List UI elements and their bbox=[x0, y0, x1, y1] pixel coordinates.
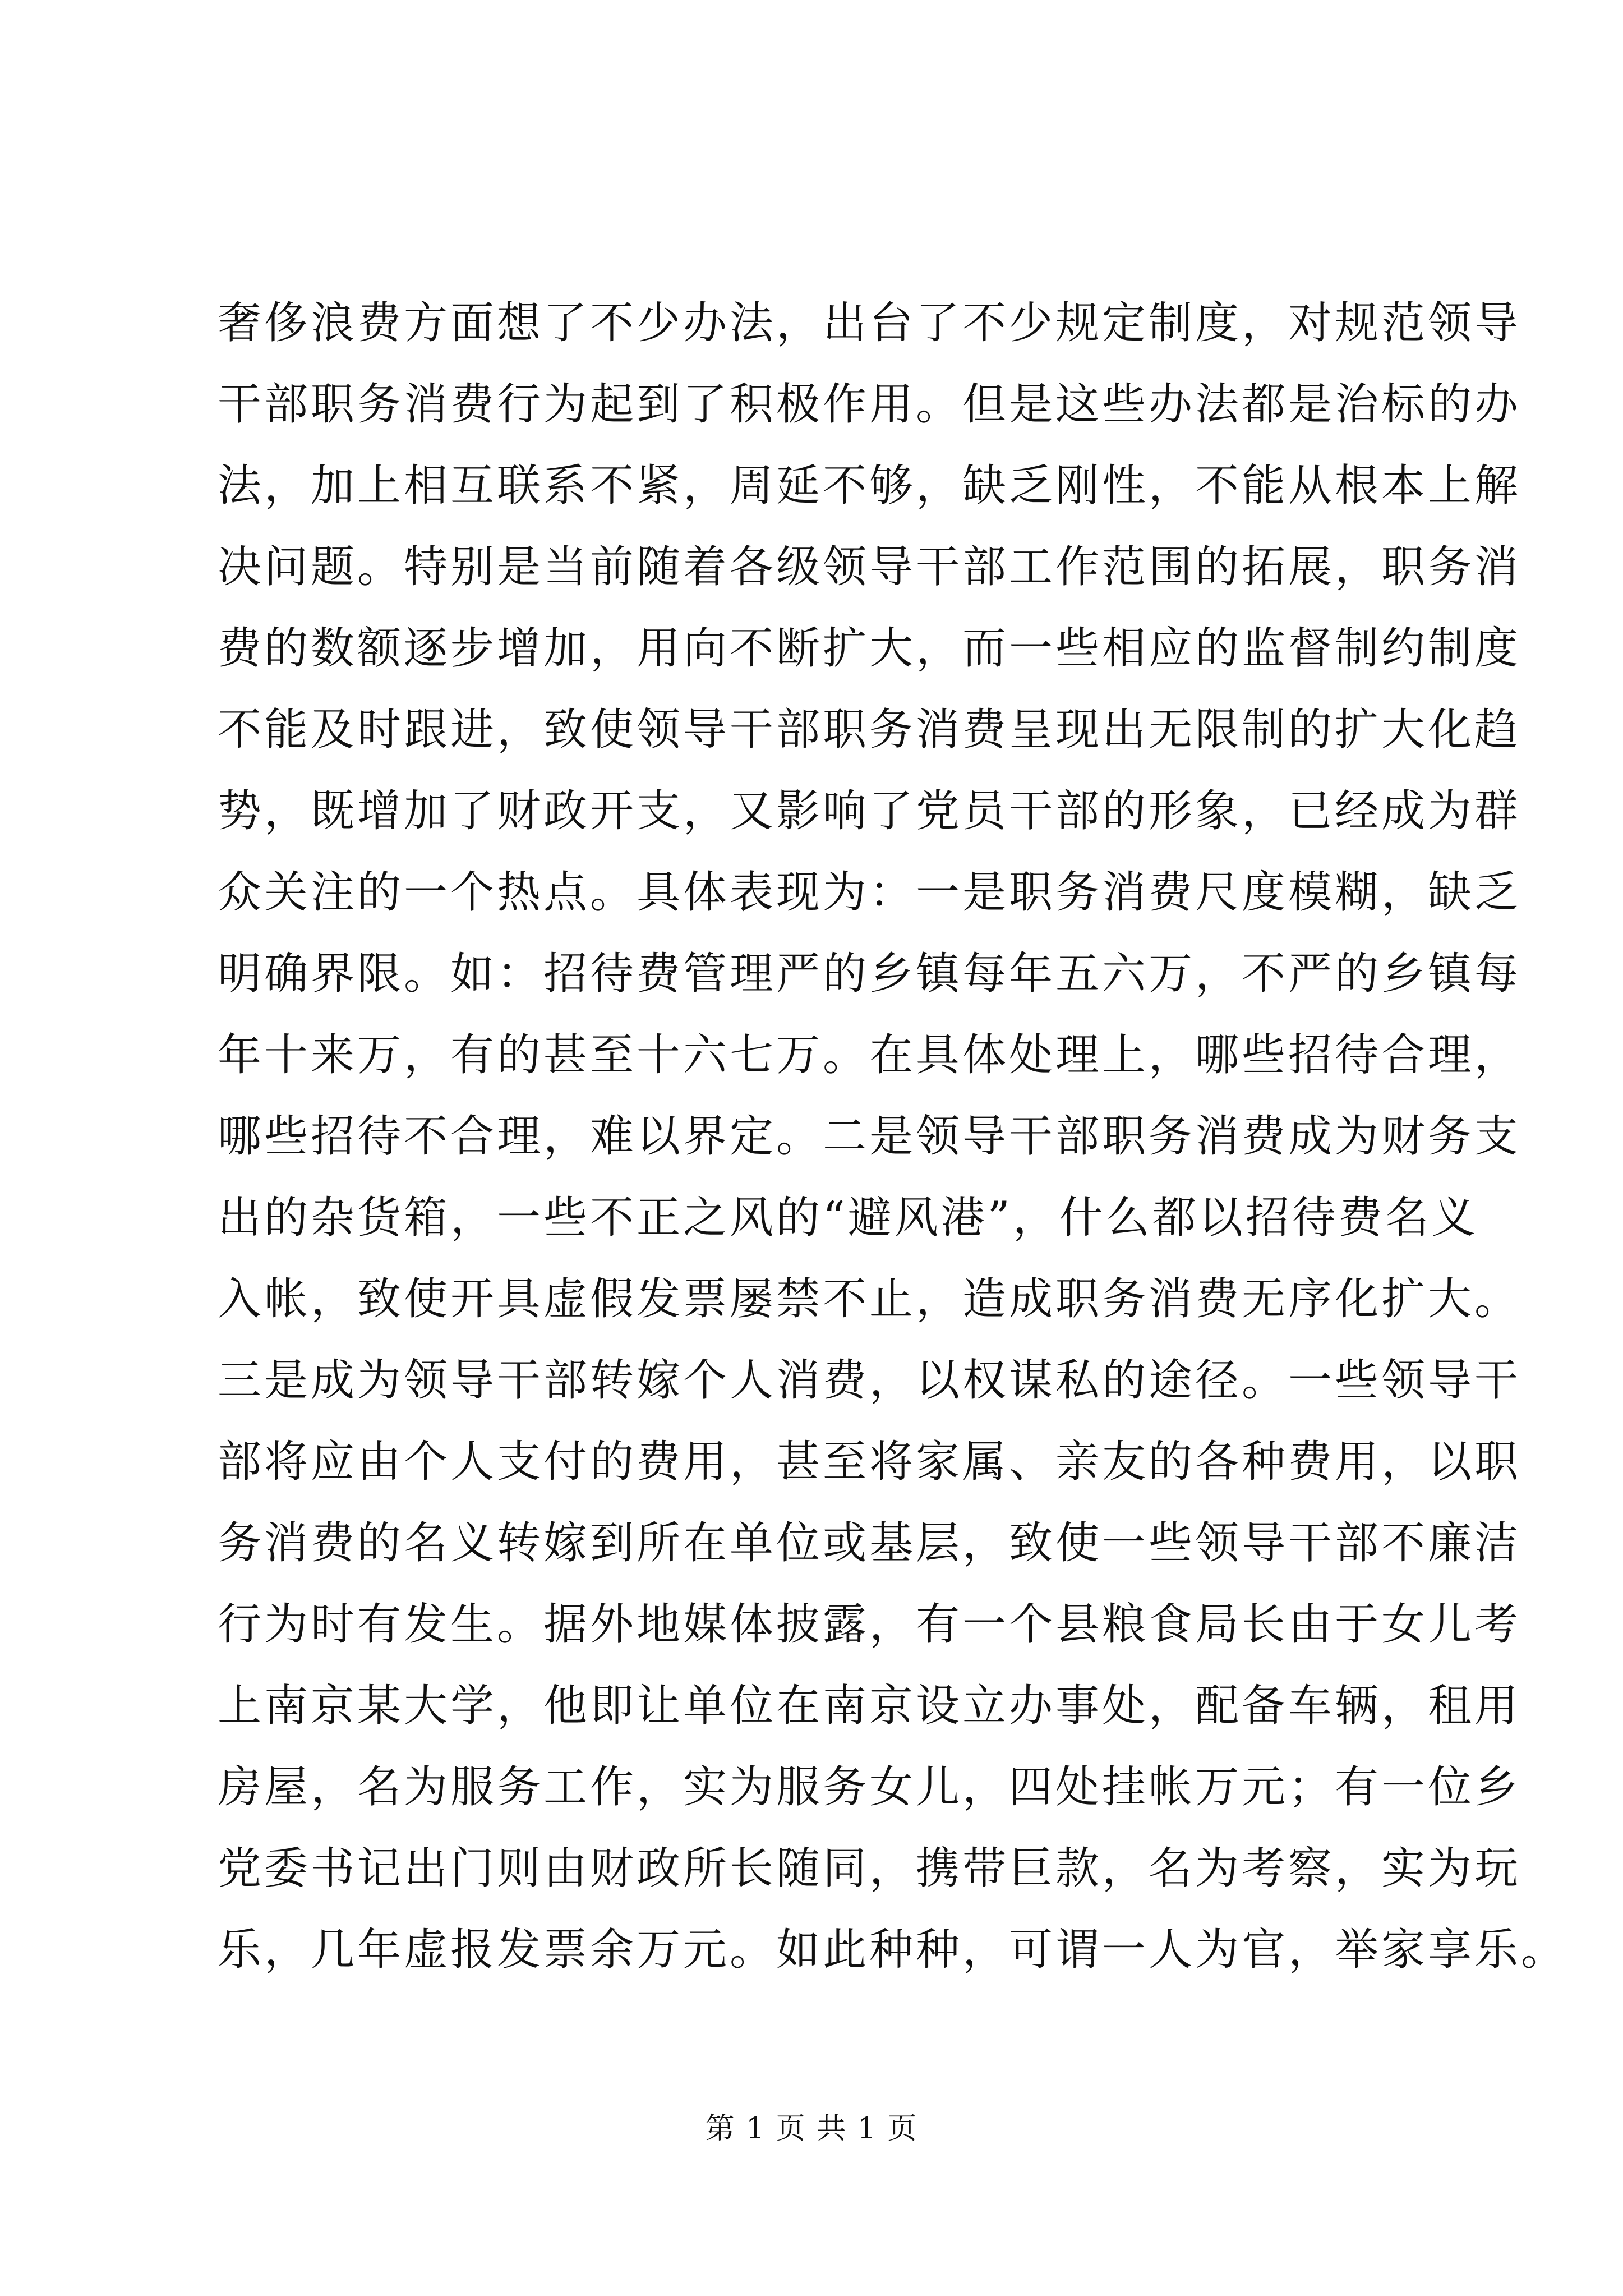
text-line: 哪些招待不合理，难以界定。二是领导干部职务消费成为财务支 bbox=[218, 1111, 1521, 1162]
text-line: 党委书记出门则由财政所长随同，携带巨款，名为考察，实为玩 bbox=[218, 1843, 1521, 1894]
text-line: 费的数额逐步增加，用向不断扩大，而一些相应的监督制约制度 bbox=[218, 623, 1521, 674]
text-line: 行为时有发生。据外地媒体披露，有一个县粮食局长由于女儿考 bbox=[218, 1599, 1521, 1650]
text-line: 三是成为领导干部转嫁个人消费，以权谋私的途径。一些领导干 bbox=[218, 1355, 1521, 1406]
text-line: 干部职务消费行为起到了积极作用。但是这些办法都是治标的办 bbox=[218, 379, 1521, 430]
text-line: 众关注的一个热点。具体表现为：一是职务消费尺度模糊，缺乏 bbox=[218, 867, 1521, 918]
text-line: 明确界限。如：招待费管理严的乡镇每年五六万，不严的乡镇每 bbox=[218, 949, 1521, 999]
page-footer: 第 1 页 共 1 页 bbox=[705, 2112, 918, 2146]
text-line: 部将应由个人支付的费用，甚至将家属、亲友的各种费用，以职 bbox=[218, 1437, 1521, 1487]
body-paragraph bbox=[218, 283, 1568, 1991]
text-line: 法，加上相互联系不紧，周延不够，缺乏刚性，不能从根本上解 bbox=[218, 461, 1521, 511]
text-line: 势，既增加了财政开支，又影响了党员干部的形象，已经成为群 bbox=[218, 786, 1521, 836]
text-line: 务消费的名义转嫁到所在单位或基层，致使一些领导干部不廉洁 bbox=[218, 1518, 1521, 1568]
text-line: 奢侈浪费方面想了不少办法，出台了不少规定制度，对规范领导 bbox=[218, 298, 1521, 348]
text-line: 乐，几年虚报发票余万元。如此种种，可谓一人为官，举家享乐。 bbox=[218, 1925, 1568, 1975]
text-line: 入帐，致使开具虚假发票屡禁不止，造成职务消费无序化扩大。 bbox=[218, 1274, 1521, 1324]
text-line: 不能及时跟进，致使领导干部职务消费呈现出无限制的扩大化趋 bbox=[218, 705, 1521, 755]
text-line: 出的杂货箱，一些不正之风的“避风港”，什么都以招待费名义 bbox=[218, 1193, 1478, 1243]
text-line: 上南京某大学，他即让单位在南京设立办事处，配备车辆，租用 bbox=[218, 1681, 1521, 1731]
text-line: 房屋，名为服务工作，实为服务女儿，四处挂帐万元；有一位乡 bbox=[218, 1762, 1521, 1812]
text-line: 年十来万，有的甚至十六七万。在具体处理上，哪些招待合理， bbox=[218, 1030, 1521, 1080]
text-line: 决问题。特别是当前随着各级领导干部工作范围的拓展，职务消 bbox=[218, 542, 1521, 592]
